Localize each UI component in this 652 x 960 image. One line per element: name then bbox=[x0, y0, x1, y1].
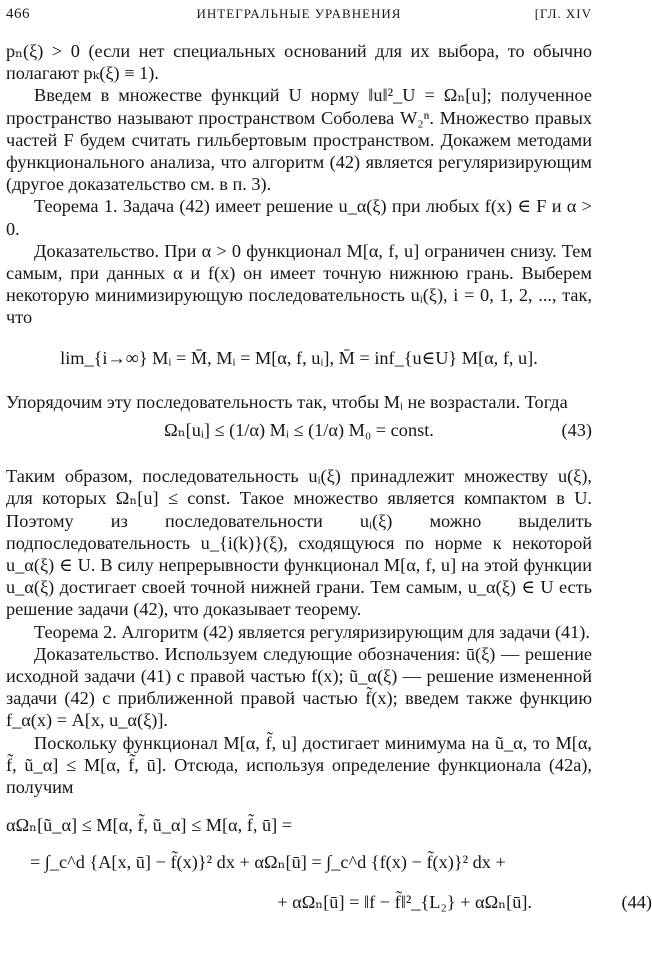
equation-44-line-3-body: + αΩₙ[ū] = ‖f − f̃‖²_{L₂} + αΩₙ[ū]. bbox=[277, 891, 532, 912]
paragraph-minimum: Поскольку функционал M[α, f̃, u] достигает минимума на ũ_α, то M[α, f̃, ũ_α] ≤ M[α, f̃, ū]. Отсюда, используя определение функционала (42a), получим bbox=[6, 732, 592, 798]
equation-43-body: Ωₙ[uᵢ] ≤ (1/α) Mᵢ ≤ (1/α) M₀ = const. bbox=[164, 420, 434, 441]
paragraph-norm: Введем в множестве функций U норму ‖u‖²_U = Ωₙ[u]; полученное пространство называют пространством Соболева W₂ⁿ. Множество правых частей F будем считать гильбертовым пространством. Докажем методами функционального анализа, что алгоритм (42) является регуляризирующим (другое доказательство см. в п. 3). bbox=[6, 85, 592, 195]
theorem-1: Теорема 1. Задача (42) имеет решение u_α(ξ) при любых f(x) ∈ F и α > 0. bbox=[6, 196, 592, 239]
page-body bbox=[6, 40, 652, 913]
equation-43 bbox=[6, 419, 592, 441]
equation-limit: lim_{i→∞} Mᵢ = M̄, Mᵢ = M[α, f, uᵢ], M̄ = inf_{u∈U} M[α, f, u]. bbox=[60, 347, 538, 368]
equation-44-line-3 bbox=[6, 891, 652, 913]
equation-44-number: (44) bbox=[621, 891, 652, 912]
equation-43-number: (43) bbox=[561, 420, 592, 441]
paragraph-order: Упорядочим эту последовательность так, чтобы Mᵢ не возрастали. Тогда bbox=[6, 391, 568, 412]
paragraph-compact: Таким образом, последовательность uᵢ(ξ) принадлежит множеству u(ξ), для которых Ωₙ[u] ≤ const. Такое множество является компактом в U. Поэтому из последовательности uᵢ(ξ) можно выделить подпоследовательность u_{i(k)}(ξ), сходящуюся по норме к некоторой u_α(ξ) ∈ U. В силу непрерывности функционал M[α, f, u] на этой функции u_α(ξ) достигает своей точной нижней грани. Тем самым, u_α(ξ) ∈ U есть решение задачи (42), что доказывает теорему. bbox=[6, 466, 592, 620]
running-header bbox=[6, 6, 592, 26]
equation-44-line-2: = ∫_c^d {A[x, ū] − f̃(x)}² dx + αΩₙ[ū] = ∫_c^d {f(x) − f̃(x)}² dx + bbox=[30, 851, 506, 872]
chapter-label: [ГЛ. XIV bbox=[534, 6, 592, 21]
running-title: ИНТЕГРАЛЬНЫЕ УРАВНЕНИЯ bbox=[196, 6, 402, 21]
equation-44-line-1: αΩₙ[ũ_α] ≤ M[α, f̃, ũ_α] ≤ M[α, f̃, ū] = bbox=[6, 815, 293, 836]
theorem-2: Теорема 2. Алгоритм (42) является регуляризирующим для задачи (41). bbox=[34, 621, 590, 642]
proof-1: Доказательство. При α > 0 функционал M[α, f, u] ограничен снизу. Тем самым, при данных α и f(x) он имеет точную нижнюю грань. Выберем некоторую минимизирующую последовательность uᵢ(ξ), i = 0, 1, 2, ..., так, что bbox=[6, 240, 592, 328]
paragraph-continuation: pₙ(ξ) > 0 (если нет специальных оснований для их выбора, то обычно полагают pₖ(ξ) ≡ 1). bbox=[6, 41, 592, 84]
page-number: 466 bbox=[6, 6, 30, 22]
proof-2: Доказательство. Используем следующие обозначения: ū(ξ) — решение исходной задачи (41) с правой частью f(x); ũ_α(ξ) — решение измененной задачи (42) с приближенной правой частью f̃(x); введем также функцию f_α(x) = A[x, u_α(ξ)]. bbox=[6, 643, 592, 731]
